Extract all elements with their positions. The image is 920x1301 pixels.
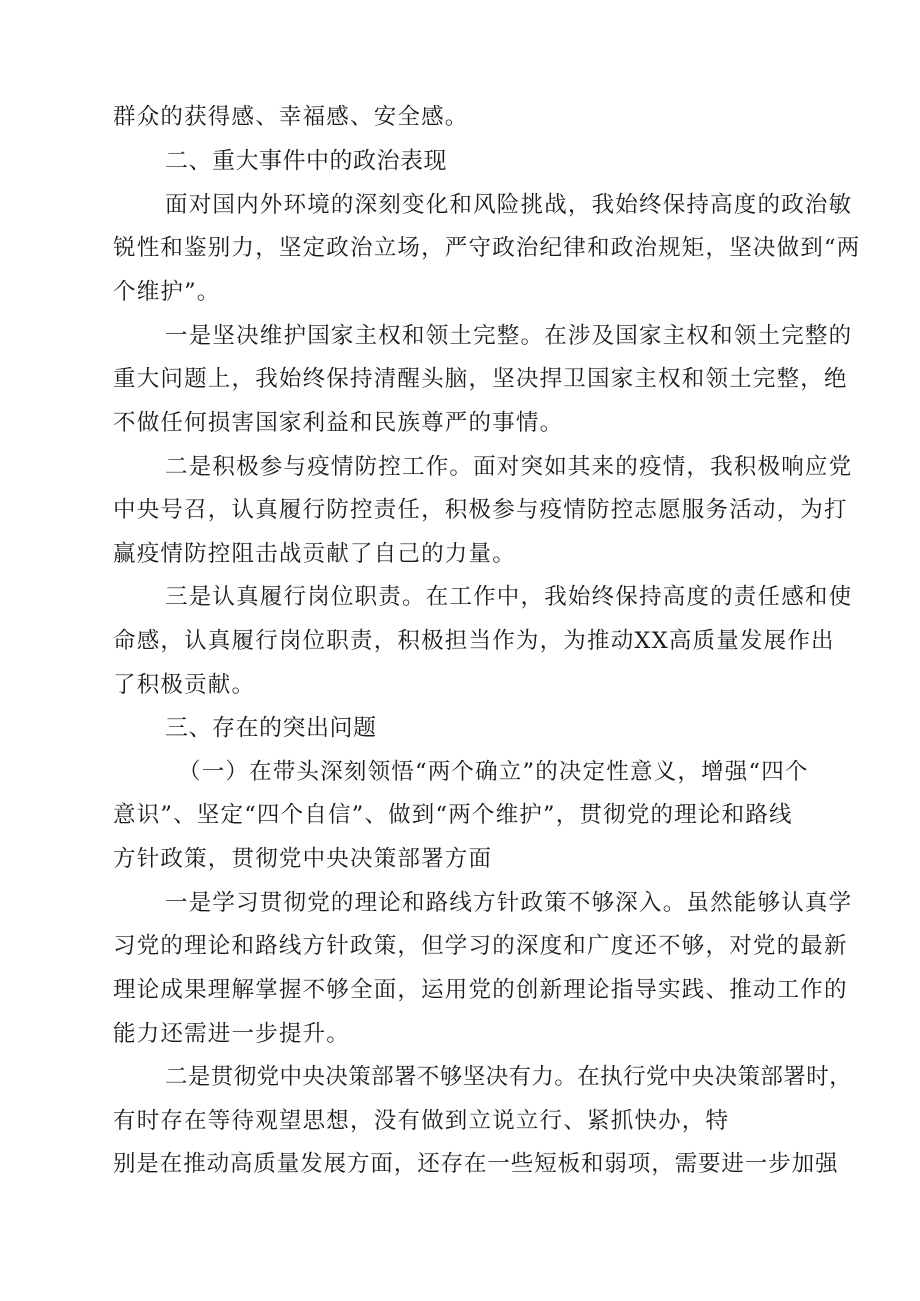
text-line: 中央号召，认真履行防控责任，积极参与疫情防控志愿服务活动，为打: [113, 497, 848, 523]
text-line: 群众的获得感、幸福感、安全感。: [113, 104, 469, 130]
text-line: 命感，认真履行岗位职责，积极担当作为，为推动XX高质量发展作出: [113, 628, 835, 654]
section-heading: 二、重大事件中的政治表现: [165, 148, 447, 174]
text-line: 个维护”。: [113, 279, 221, 305]
text-line: 意识”、坚定“四个自信”、做到“两个维护”，贯彻党的理论和路线: [113, 802, 793, 828]
text-line: 方针政策，贯彻党中央决策部署方面: [113, 846, 493, 872]
text-line: 二是积极参与疫情防控工作。面对突如其来的疫情，我积极响应党: [165, 454, 853, 480]
text-line: 一是学习贯彻党的理论和路线方针政策不够深入。虽然能够认真学: [165, 890, 853, 916]
text-line: 理论成果理解掌握不够全面，运用党的创新理论指导实践、推动工作的: [113, 977, 848, 1003]
text-line: 重大问题上，我始终保持清醒头脑，坚决捍卫国家主权和领土完整，绝: [113, 366, 848, 392]
text-line: 习党的理论和路线方针政策，但学习的深度和广度还不够，对党的最新: [113, 933, 848, 959]
text-line: 锐性和鉴别力，坚定政治立场，严守政治纪律和政治规矩，坚决做到“两: [113, 235, 861, 261]
text-line: 了积极贡献。: [113, 672, 256, 698]
text-line: 三是认真履行岗位职责。在工作中，我始终保持高度的责任感和使: [165, 584, 853, 610]
text-line: 不做任何损害国家利益和民族尊严的事情。: [113, 410, 564, 436]
text-line: 别是在推动高质量发展方面，还存在一些短板和弱项，需要进一步加强: [113, 1151, 839, 1177]
text-line: （一）在带头深刻领悟“两个确立”的决定性意义，增强“四个: [178, 759, 809, 785]
text-line: 二是贯彻党中央决策部署不够坚决有力。在执行党中央决策部署时，: [165, 1064, 853, 1090]
text-line: 有时存在等待观望思想，没有做到立说立行、紧抓快办，特: [113, 1108, 730, 1134]
text-line: 面对国内外环境的深刻变化和风险挑战，我始终保持高度的政治敏: [165, 192, 853, 218]
text-line: 赢疫情防控阻击战贡献了自己的力量。: [113, 541, 516, 567]
section-heading: 三、存在的突出问题: [165, 715, 377, 741]
text-line: 一是坚决维护国家主权和领土完整。在涉及国家主权和领土完整的: [165, 323, 853, 349]
text-line: 能力还需进一步提升。: [113, 1021, 351, 1047]
